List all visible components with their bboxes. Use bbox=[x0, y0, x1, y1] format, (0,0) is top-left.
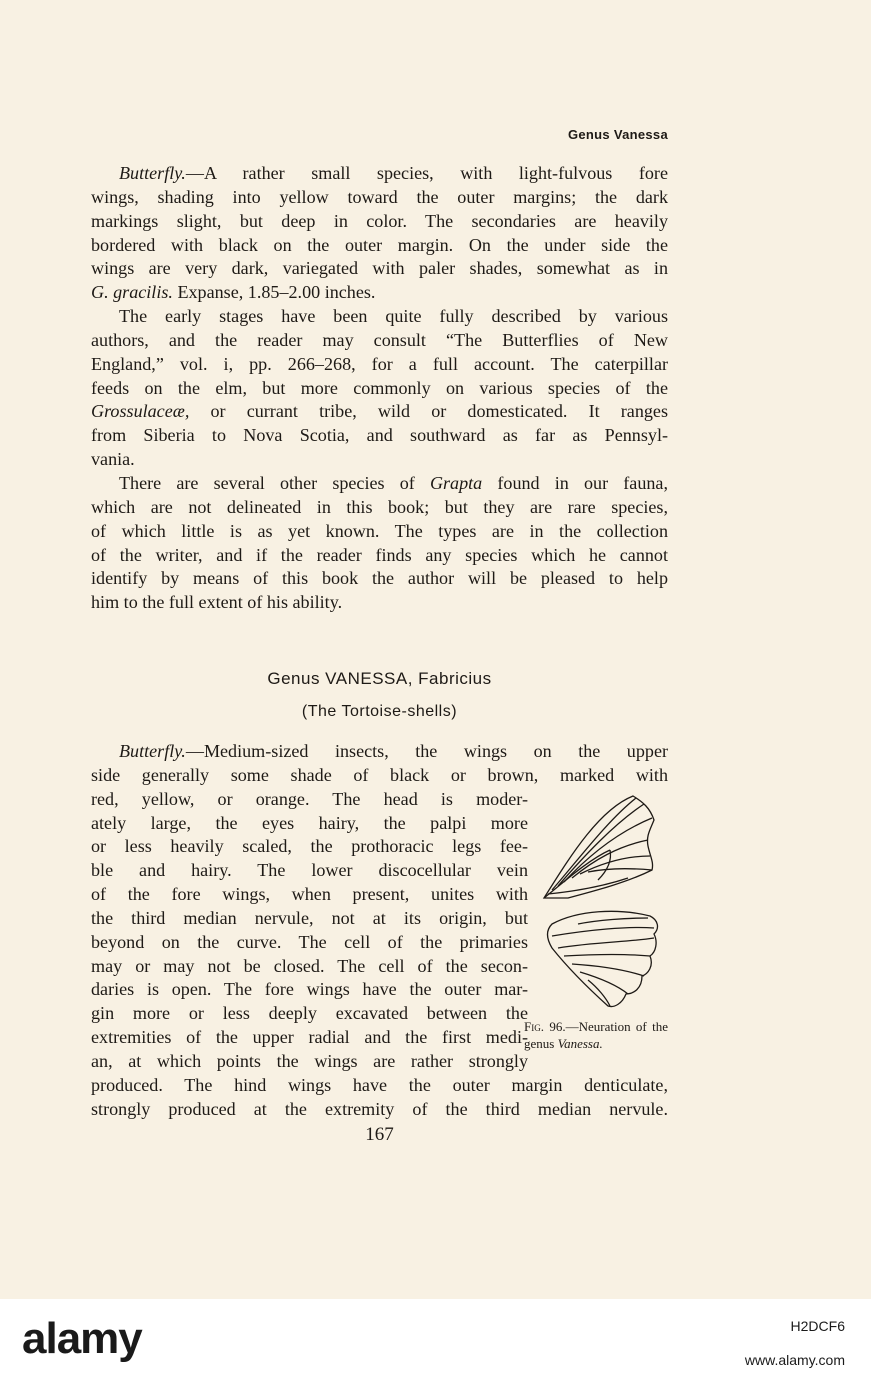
text-line: or less heavily scaled, the prothoracic legs fee- bbox=[91, 836, 528, 857]
wing-neuration-figure bbox=[538, 790, 668, 1015]
top-text-block bbox=[91, 162, 668, 615]
text-line: bordered with black on the outer margin. On the under side the bbox=[91, 234, 668, 255]
text-line: England,” vol. i, pp. 266–268, for a full account. The caterpillar bbox=[91, 353, 668, 374]
text-line: side generally some shade of black or brown, marked with bbox=[91, 764, 668, 785]
wrapped-text bbox=[91, 788, 528, 1074]
text-line: of the writer, and if the reader finds any species which he cannot bbox=[91, 544, 668, 565]
text-line: wings are very dark, variegated with paler shades, somewhat as in bbox=[91, 258, 668, 279]
hind-wing-drawing bbox=[548, 911, 658, 1006]
text-line: Grossulaceæ, or currant tribe, wild or domesticated. It ranges bbox=[91, 401, 668, 422]
text-line: of which little is as yet known. The types are in the collection bbox=[91, 520, 668, 541]
text-line: gin more or less deeply excavated between the bbox=[91, 1003, 528, 1024]
text-line: him to the full extent of his ability. bbox=[91, 592, 343, 613]
text-line: Butterfly.—A rather small species, with light-fulvous fore bbox=[119, 163, 668, 183]
image-id: H2DCF6 bbox=[790, 1318, 845, 1334]
running-head: Genus Vanessa bbox=[567, 127, 668, 142]
fore-wing-drawing bbox=[544, 796, 654, 898]
text-line: of the fore wings, when present, unites with bbox=[91, 884, 528, 905]
page-number: 167 bbox=[365, 1124, 394, 1145]
text-line: an, at which points the wings are rather strongly bbox=[91, 1050, 528, 1071]
text-line: wings, shading into yellow toward the outer margins; the dark bbox=[91, 186, 668, 207]
text-line: ble and hairy. The lower discocellular vein bbox=[91, 860, 528, 881]
text-line: strongly produced at the extremity of the third median nervule. bbox=[91, 1098, 668, 1119]
text-line: vania. bbox=[91, 449, 135, 470]
text-line: The early stages have been quite fully described by various bbox=[119, 306, 668, 327]
text-line: authors, and the reader may consult “The Butterflies of New bbox=[91, 329, 668, 350]
text-line: may or may not be closed. The cell of the secon- bbox=[91, 955, 528, 976]
text-line: from Siberia to Nova Scotia, and southward as far as Pennsyl- bbox=[91, 425, 668, 446]
section-subheading: (The Tortoise-shells) bbox=[301, 703, 458, 720]
text-line: There are several other species of Grapta found in our fauna, bbox=[119, 472, 668, 493]
text-line: produced. The hind wings have the outer margin denticulate, bbox=[91, 1074, 668, 1095]
text-line: Butterfly.—Medium-sized insects, the wings on the upper bbox=[119, 741, 668, 761]
alamy-logo: alamy bbox=[22, 1314, 142, 1363]
text-line: G. gracilis. Expanse, 1.85–2.00 inches. bbox=[91, 282, 376, 303]
text-line: red, yellow, or orange. The head is moder- bbox=[91, 788, 528, 809]
text-line: feeds on the elm, but more commonly on various species of the bbox=[91, 377, 668, 398]
section-heading: Genus VANESSA, Fabricius bbox=[267, 669, 492, 688]
text-line: markings slight, but deep in color. The secondaries are heavily bbox=[91, 210, 668, 231]
text-line: daries is open. The fore wings have the outer mar- bbox=[91, 979, 528, 1000]
text-line: identify by means of this book the author will be pleased to help bbox=[91, 568, 668, 589]
figure-caption: Fig. 96.—Neuration of the genus Vanessa. bbox=[524, 1019, 668, 1051]
text-line: which are not delineated in this book; but they are rare species, bbox=[91, 496, 668, 517]
site-url: www.alamy.com bbox=[744, 1352, 845, 1368]
text-line: the third median nervule, not at its origin, but bbox=[91, 907, 528, 928]
text-line: ately large, the eyes hairy, the palpi more bbox=[91, 812, 528, 833]
text-line: beyond on the curve. The cell of the primaries bbox=[91, 931, 528, 952]
text-line: extremities of the upper radial and the first medi- bbox=[91, 1027, 528, 1048]
